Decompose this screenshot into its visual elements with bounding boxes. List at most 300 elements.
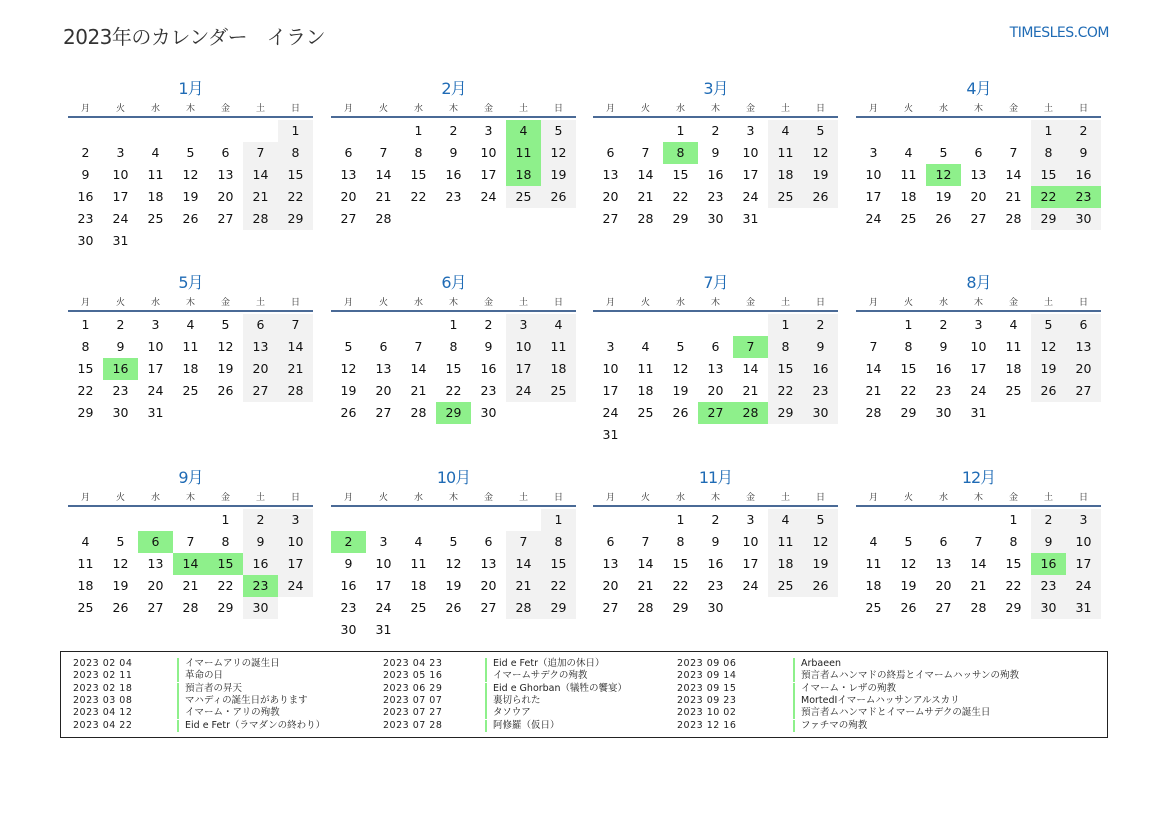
day-cell[interactable]: 19 bbox=[112, 578, 129, 593]
day-cell[interactable]: 3 bbox=[974, 317, 983, 332]
day-cell[interactable]: 25 bbox=[77, 600, 94, 615]
day-cell[interactable]: 5 bbox=[803, 509, 838, 531]
holiday-day-cell[interactable]: 18 bbox=[506, 164, 541, 186]
day-cell[interactable]: 9 bbox=[803, 336, 838, 358]
day-cell[interactable]: 7 bbox=[186, 534, 195, 549]
day-cell[interactable]: 2 bbox=[81, 145, 90, 160]
day-cell[interactable]: 12 bbox=[1031, 336, 1066, 358]
day-cell[interactable]: 20 bbox=[340, 189, 357, 204]
day-cell[interactable]: 10 bbox=[1066, 531, 1101, 553]
day-cell[interactable]: 21 bbox=[375, 189, 392, 204]
day-cell[interactable]: 8 bbox=[414, 145, 423, 160]
day-cell[interactable]: 29 bbox=[1005, 600, 1022, 615]
day-cell[interactable]: 2 bbox=[449, 123, 458, 138]
day-cell[interactable]: 17 bbox=[375, 578, 392, 593]
day-cell[interactable]: 8 bbox=[81, 339, 90, 354]
day-cell[interactable]: 23 bbox=[707, 189, 724, 204]
day-cell[interactable]: 12 bbox=[803, 142, 838, 164]
day-cell[interactable]: 7 bbox=[379, 145, 388, 160]
day-cell[interactable]: 26 bbox=[803, 186, 838, 208]
day-cell[interactable]: 20 bbox=[935, 578, 952, 593]
day-cell[interactable]: 27 bbox=[1066, 380, 1101, 402]
day-cell[interactable]: 23 bbox=[707, 578, 724, 593]
day-cell[interactable]: 8 bbox=[541, 531, 576, 553]
day-cell[interactable]: 17 bbox=[147, 361, 164, 376]
day-cell[interactable]: 8 bbox=[1009, 534, 1018, 549]
day-cell[interactable]: 23 bbox=[340, 600, 357, 615]
day-cell[interactable]: 15 bbox=[672, 556, 689, 571]
day-cell[interactable]: 18 bbox=[768, 164, 803, 186]
day-cell[interactable]: 6 bbox=[379, 339, 388, 354]
day-cell[interactable]: 14 bbox=[410, 361, 427, 376]
day-cell[interactable]: 20 bbox=[602, 578, 619, 593]
day-cell[interactable]: 3 bbox=[869, 145, 878, 160]
day-cell[interactable]: 28 bbox=[410, 405, 427, 420]
day-cell[interactable]: 9 bbox=[1066, 142, 1101, 164]
day-cell[interactable]: 3 bbox=[379, 534, 388, 549]
day-cell[interactable]: 2 bbox=[1031, 509, 1066, 531]
day-cell[interactable]: 15 bbox=[77, 361, 94, 376]
day-cell[interactable]: 5 bbox=[676, 339, 685, 354]
day-cell[interactable]: 9 bbox=[939, 339, 948, 354]
day-cell[interactable]: 21 bbox=[506, 575, 541, 597]
day-cell[interactable]: 26 bbox=[1031, 380, 1066, 402]
day-cell[interactable]: 31 bbox=[147, 405, 164, 420]
day-cell[interactable]: 22 bbox=[217, 578, 234, 593]
day-cell[interactable]: 24 bbox=[112, 211, 129, 226]
day-cell[interactable]: 5 bbox=[116, 534, 125, 549]
day-cell[interactable]: 5 bbox=[344, 339, 353, 354]
day-cell[interactable]: 16 bbox=[445, 167, 462, 182]
day-cell[interactable]: 22 bbox=[77, 383, 94, 398]
day-cell[interactable]: 20 bbox=[217, 189, 234, 204]
day-cell[interactable]: 26 bbox=[445, 600, 462, 615]
day-cell[interactable]: 23 bbox=[112, 383, 129, 398]
holiday-day-cell[interactable]: 29 bbox=[436, 402, 471, 424]
day-cell[interactable]: 25 bbox=[900, 211, 917, 226]
day-cell[interactable]: 18 bbox=[77, 578, 94, 593]
day-cell[interactable]: 7 bbox=[278, 314, 313, 336]
day-cell[interactable]: 29 bbox=[217, 600, 234, 615]
day-cell[interactable]: 4 bbox=[81, 534, 90, 549]
day-cell[interactable]: 11 bbox=[865, 556, 882, 571]
day-cell[interactable]: 3 bbox=[116, 145, 125, 160]
site-name[interactable]: TIMESLES.COM bbox=[1009, 25, 1109, 41]
day-cell[interactable]: 28 bbox=[637, 211, 654, 226]
day-cell[interactable]: 17 bbox=[480, 167, 497, 182]
day-cell[interactable]: 4 bbox=[641, 339, 650, 354]
day-cell[interactable]: 12 bbox=[217, 339, 234, 354]
day-cell[interactable]: 9 bbox=[243, 531, 278, 553]
day-cell[interactable]: 15 bbox=[278, 164, 313, 186]
day-cell[interactable]: 17 bbox=[1066, 553, 1101, 575]
day-cell[interactable]: 9 bbox=[344, 556, 353, 571]
day-cell[interactable]: 11 bbox=[637, 361, 654, 376]
day-cell[interactable]: 21 bbox=[1005, 189, 1022, 204]
day-cell[interactable]: 21 bbox=[278, 358, 313, 380]
day-cell[interactable]: 1 bbox=[414, 123, 423, 138]
day-cell[interactable]: 15 bbox=[445, 361, 462, 376]
day-cell[interactable]: 23 bbox=[77, 211, 94, 226]
day-cell[interactable]: 29 bbox=[77, 405, 94, 420]
day-cell[interactable]: 13 bbox=[970, 167, 987, 182]
day-cell[interactable]: 12 bbox=[340, 361, 357, 376]
day-cell[interactable]: 6 bbox=[243, 314, 278, 336]
day-cell[interactable]: 3 bbox=[606, 339, 615, 354]
day-cell[interactable]: 11 bbox=[768, 142, 803, 164]
day-cell[interactable]: 28 bbox=[278, 380, 313, 402]
holiday-day-cell[interactable]: 16 bbox=[1031, 553, 1066, 575]
day-cell[interactable]: 20 bbox=[480, 578, 497, 593]
day-cell[interactable]: 29 bbox=[768, 402, 803, 424]
day-cell[interactable]: 31 bbox=[375, 622, 392, 637]
day-cell[interactable]: 21 bbox=[742, 383, 759, 398]
day-cell[interactable]: 30 bbox=[707, 600, 724, 615]
day-cell[interactable]: 6 bbox=[344, 145, 353, 160]
day-cell[interactable]: 27 bbox=[970, 211, 987, 226]
day-cell[interactable]: 4 bbox=[541, 314, 576, 336]
day-cell[interactable]: 17 bbox=[278, 553, 313, 575]
day-cell[interactable]: 14 bbox=[1005, 167, 1022, 182]
day-cell[interactable]: 1 bbox=[449, 317, 458, 332]
day-cell[interactable]: 21 bbox=[970, 578, 987, 593]
day-cell[interactable]: 26 bbox=[935, 211, 952, 226]
day-cell[interactable]: 16 bbox=[803, 358, 838, 380]
day-cell[interactable]: 31 bbox=[112, 233, 129, 248]
day-cell[interactable]: 30 bbox=[935, 405, 952, 420]
day-cell[interactable]: 14 bbox=[278, 336, 313, 358]
day-cell[interactable]: 25 bbox=[865, 600, 882, 615]
day-cell[interactable]: 12 bbox=[445, 556, 462, 571]
day-cell[interactable]: 8 bbox=[676, 534, 685, 549]
day-cell[interactable]: 30 bbox=[707, 211, 724, 226]
day-cell[interactable]: 29 bbox=[1031, 208, 1066, 230]
day-cell[interactable]: 24 bbox=[278, 575, 313, 597]
day-cell[interactable]: 25 bbox=[147, 211, 164, 226]
day-cell[interactable]: 13 bbox=[340, 167, 357, 182]
day-cell[interactable]: 27 bbox=[147, 600, 164, 615]
day-cell[interactable]: 1 bbox=[81, 317, 90, 332]
day-cell[interactable]: 21 bbox=[182, 578, 199, 593]
day-cell[interactable]: 5 bbox=[541, 120, 576, 142]
day-cell[interactable]: 18 bbox=[900, 189, 917, 204]
day-cell[interactable]: 31 bbox=[1066, 597, 1101, 619]
day-cell[interactable]: 28 bbox=[243, 208, 278, 230]
day-cell[interactable]: 19 bbox=[182, 189, 199, 204]
day-cell[interactable]: 28 bbox=[182, 600, 199, 615]
day-cell[interactable]: 7 bbox=[506, 531, 541, 553]
day-cell[interactable]: 26 bbox=[672, 405, 689, 420]
day-cell[interactable]: 18 bbox=[541, 358, 576, 380]
day-cell[interactable]: 18 bbox=[768, 553, 803, 575]
day-cell[interactable]: 31 bbox=[742, 211, 759, 226]
day-cell[interactable]: 13 bbox=[480, 556, 497, 571]
day-cell[interactable]: 24 bbox=[602, 405, 619, 420]
day-cell[interactable]: 16 bbox=[707, 556, 724, 571]
day-cell[interactable]: 5 bbox=[449, 534, 458, 549]
day-cell[interactable]: 30 bbox=[1066, 208, 1101, 230]
day-cell[interactable]: 21 bbox=[410, 383, 427, 398]
day-cell[interactable]: 6 bbox=[221, 145, 230, 160]
day-cell[interactable]: 12 bbox=[900, 556, 917, 571]
day-cell[interactable]: 20 bbox=[375, 383, 392, 398]
day-cell[interactable]: 12 bbox=[803, 531, 838, 553]
day-cell[interactable]: 16 bbox=[340, 578, 357, 593]
day-cell[interactable]: 19 bbox=[217, 361, 234, 376]
day-cell[interactable]: 24 bbox=[480, 189, 497, 204]
day-cell[interactable]: 6 bbox=[484, 534, 493, 549]
day-cell[interactable]: 25 bbox=[768, 186, 803, 208]
day-cell[interactable]: 5 bbox=[939, 145, 948, 160]
day-cell[interactable]: 5 bbox=[904, 534, 913, 549]
day-cell[interactable]: 21 bbox=[637, 578, 654, 593]
day-cell[interactable]: 25 bbox=[410, 600, 427, 615]
day-cell[interactable]: 20 bbox=[147, 578, 164, 593]
day-cell[interactable]: 7 bbox=[974, 534, 983, 549]
day-cell[interactable]: 7 bbox=[641, 145, 650, 160]
day-cell[interactable]: 30 bbox=[340, 622, 357, 637]
day-cell[interactable]: 14 bbox=[637, 556, 654, 571]
day-cell[interactable]: 15 bbox=[1031, 164, 1066, 186]
day-cell[interactable]: 30 bbox=[243, 597, 278, 619]
day-cell[interactable]: 24 bbox=[742, 189, 759, 204]
day-cell[interactable]: 29 bbox=[672, 600, 689, 615]
day-cell[interactable]: 12 bbox=[112, 556, 129, 571]
day-cell[interactable]: 8 bbox=[221, 534, 230, 549]
day-cell[interactable]: 16 bbox=[707, 167, 724, 182]
day-cell[interactable]: 4 bbox=[768, 120, 803, 142]
day-cell[interactable]: 30 bbox=[480, 405, 497, 420]
day-cell[interactable]: 13 bbox=[1066, 336, 1101, 358]
holiday-day-cell[interactable]: 22 bbox=[1031, 186, 1066, 208]
day-cell[interactable]: 25 bbox=[768, 575, 803, 597]
day-cell[interactable]: 18 bbox=[865, 578, 882, 593]
holiday-day-cell[interactable]: 16 bbox=[103, 358, 138, 380]
day-cell[interactable]: 2 bbox=[711, 512, 720, 527]
day-cell[interactable]: 6 bbox=[939, 534, 948, 549]
day-cell[interactable]: 20 bbox=[707, 383, 724, 398]
day-cell[interactable]: 19 bbox=[672, 383, 689, 398]
day-cell[interactable]: 1 bbox=[278, 120, 313, 142]
day-cell[interactable]: 25 bbox=[541, 380, 576, 402]
day-cell[interactable]: 20 bbox=[243, 358, 278, 380]
day-cell[interactable]: 8 bbox=[278, 142, 313, 164]
day-cell[interactable]: 17 bbox=[506, 358, 541, 380]
day-cell[interactable]: 21 bbox=[865, 383, 882, 398]
day-cell[interactable]: 16 bbox=[243, 553, 278, 575]
day-cell[interactable]: 24 bbox=[865, 211, 882, 226]
day-cell[interactable]: 8 bbox=[449, 339, 458, 354]
day-cell[interactable]: 11 bbox=[768, 531, 803, 553]
day-cell[interactable]: 28 bbox=[1005, 211, 1022, 226]
day-cell[interactable]: 8 bbox=[904, 339, 913, 354]
day-cell[interactable]: 9 bbox=[711, 145, 720, 160]
holiday-day-cell[interactable]: 6 bbox=[138, 531, 173, 553]
day-cell[interactable]: 6 bbox=[606, 145, 615, 160]
day-cell[interactable]: 24 bbox=[1066, 575, 1101, 597]
day-cell[interactable]: 4 bbox=[869, 534, 878, 549]
day-cell[interactable]: 16 bbox=[77, 189, 94, 204]
day-cell[interactable]: 7 bbox=[641, 534, 650, 549]
day-cell[interactable]: 27 bbox=[480, 600, 497, 615]
day-cell[interactable]: 22 bbox=[672, 189, 689, 204]
day-cell[interactable]: 12 bbox=[541, 142, 576, 164]
day-cell[interactable]: 23 bbox=[803, 380, 838, 402]
day-cell[interactable]: 10 bbox=[278, 531, 313, 553]
day-cell[interactable]: 26 bbox=[541, 186, 576, 208]
day-cell[interactable]: 13 bbox=[217, 167, 234, 182]
day-cell[interactable]: 6 bbox=[606, 534, 615, 549]
day-cell[interactable]: 11 bbox=[900, 167, 917, 182]
day-cell[interactable]: 19 bbox=[1031, 358, 1066, 380]
day-cell[interactable]: 24 bbox=[742, 578, 759, 593]
day-cell[interactable]: 19 bbox=[541, 164, 576, 186]
day-cell[interactable]: 21 bbox=[243, 186, 278, 208]
holiday-day-cell[interactable]: 7 bbox=[733, 336, 768, 358]
day-cell[interactable]: 31 bbox=[602, 427, 619, 442]
day-cell[interactable]: 30 bbox=[112, 405, 129, 420]
day-cell[interactable]: 24 bbox=[970, 383, 987, 398]
day-cell[interactable]: 13 bbox=[375, 361, 392, 376]
day-cell[interactable]: 13 bbox=[147, 556, 164, 571]
day-cell[interactable]: 3 bbox=[278, 509, 313, 531]
day-cell[interactable]: 4 bbox=[414, 534, 423, 549]
day-cell[interactable]: 20 bbox=[1066, 358, 1101, 380]
holiday-day-cell[interactable]: 23 bbox=[1066, 186, 1101, 208]
day-cell[interactable]: 27 bbox=[602, 211, 619, 226]
day-cell[interactable]: 4 bbox=[186, 317, 195, 332]
day-cell[interactable]: 6 bbox=[974, 145, 983, 160]
day-cell[interactable]: 11 bbox=[182, 339, 199, 354]
day-cell[interactable]: 28 bbox=[865, 405, 882, 420]
day-cell[interactable]: 24 bbox=[375, 600, 392, 615]
day-cell[interactable]: 13 bbox=[707, 361, 724, 376]
day-cell[interactable]: 12 bbox=[182, 167, 199, 182]
day-cell[interactable]: 2 bbox=[711, 123, 720, 138]
day-cell[interactable]: 14 bbox=[970, 556, 987, 571]
day-cell[interactable]: 19 bbox=[445, 578, 462, 593]
day-cell[interactable]: 2 bbox=[484, 317, 493, 332]
day-cell[interactable]: 10 bbox=[970, 339, 987, 354]
day-cell[interactable]: 26 bbox=[900, 600, 917, 615]
day-cell[interactable]: 11 bbox=[147, 167, 164, 182]
day-cell[interactable]: 3 bbox=[506, 314, 541, 336]
day-cell[interactable]: 19 bbox=[340, 383, 357, 398]
day-cell[interactable]: 1 bbox=[541, 509, 576, 531]
day-cell[interactable]: 29 bbox=[900, 405, 917, 420]
day-cell[interactable]: 15 bbox=[541, 553, 576, 575]
day-cell[interactable]: 22 bbox=[278, 186, 313, 208]
day-cell[interactable]: 4 bbox=[1009, 317, 1018, 332]
day-cell[interactable]: 16 bbox=[1066, 164, 1101, 186]
day-cell[interactable]: 1 bbox=[221, 512, 230, 527]
day-cell[interactable]: 1 bbox=[1009, 512, 1018, 527]
day-cell[interactable]: 2 bbox=[243, 509, 278, 531]
day-cell[interactable]: 17 bbox=[865, 189, 882, 204]
day-cell[interactable]: 7 bbox=[414, 339, 423, 354]
day-cell[interactable]: 2 bbox=[803, 314, 838, 336]
day-cell[interactable]: 2 bbox=[1066, 120, 1101, 142]
holiday-day-cell[interactable]: 2 bbox=[331, 531, 366, 553]
day-cell[interactable]: 25 bbox=[637, 405, 654, 420]
day-cell[interactable]: 5 bbox=[186, 145, 195, 160]
day-cell[interactable]: 22 bbox=[900, 383, 917, 398]
day-cell[interactable]: 17 bbox=[970, 361, 987, 376]
day-cell[interactable]: 28 bbox=[637, 600, 654, 615]
day-cell[interactable]: 5 bbox=[803, 120, 838, 142]
day-cell[interactable]: 3 bbox=[151, 317, 160, 332]
day-cell[interactable]: 7 bbox=[1009, 145, 1018, 160]
day-cell[interactable]: 13 bbox=[243, 336, 278, 358]
day-cell[interactable]: 27 bbox=[375, 405, 392, 420]
day-cell[interactable]: 14 bbox=[243, 164, 278, 186]
day-cell[interactable]: 10 bbox=[865, 167, 882, 182]
day-cell[interactable]: 22 bbox=[672, 578, 689, 593]
day-cell[interactable]: 10 bbox=[742, 145, 759, 160]
day-cell[interactable]: 10 bbox=[147, 339, 164, 354]
day-cell[interactable]: 30 bbox=[803, 402, 838, 424]
day-cell[interactable]: 18 bbox=[410, 578, 427, 593]
day-cell[interactable]: 1 bbox=[1031, 120, 1066, 142]
day-cell[interactable]: 30 bbox=[77, 233, 94, 248]
day-cell[interactable]: 1 bbox=[768, 314, 803, 336]
day-cell[interactable]: 10 bbox=[506, 336, 541, 358]
day-cell[interactable]: 9 bbox=[484, 339, 493, 354]
holiday-day-cell[interactable]: 12 bbox=[926, 164, 961, 186]
day-cell[interactable]: 27 bbox=[243, 380, 278, 402]
day-cell[interactable]: 10 bbox=[112, 167, 129, 182]
holiday-day-cell[interactable]: 23 bbox=[243, 575, 278, 597]
day-cell[interactable]: 27 bbox=[935, 600, 952, 615]
day-cell[interactable]: 23 bbox=[480, 383, 497, 398]
day-cell[interactable]: 10 bbox=[602, 361, 619, 376]
day-cell[interactable]: 10 bbox=[375, 556, 392, 571]
day-cell[interactable]: 6 bbox=[711, 339, 720, 354]
day-cell[interactable]: 2 bbox=[939, 317, 948, 332]
day-cell[interactable]: 22 bbox=[445, 383, 462, 398]
day-cell[interactable]: 9 bbox=[711, 534, 720, 549]
day-cell[interactable]: 10 bbox=[742, 534, 759, 549]
holiday-day-cell[interactable]: 8 bbox=[663, 142, 698, 164]
day-cell[interactable]: 29 bbox=[672, 211, 689, 226]
day-cell[interactable]: 17 bbox=[602, 383, 619, 398]
day-cell[interactable]: 15 bbox=[1005, 556, 1022, 571]
day-cell[interactable]: 16 bbox=[480, 361, 497, 376]
day-cell[interactable]: 6 bbox=[1066, 314, 1101, 336]
holiday-day-cell[interactable]: 27 bbox=[698, 402, 733, 424]
day-cell[interactable]: 15 bbox=[672, 167, 689, 182]
day-cell[interactable]: 31 bbox=[970, 405, 987, 420]
day-cell[interactable]: 15 bbox=[900, 361, 917, 376]
day-cell[interactable]: 17 bbox=[112, 189, 129, 204]
day-cell[interactable]: 25 bbox=[506, 186, 541, 208]
day-cell[interactable]: 7 bbox=[243, 142, 278, 164]
day-cell[interactable]: 28 bbox=[506, 597, 541, 619]
day-cell[interactable]: 3 bbox=[1066, 509, 1101, 531]
day-cell[interactable]: 13 bbox=[602, 167, 619, 182]
holiday-day-cell[interactable]: 11 bbox=[506, 142, 541, 164]
day-cell[interactable]: 25 bbox=[1005, 383, 1022, 398]
day-cell[interactable]: 29 bbox=[278, 208, 313, 230]
day-cell[interactable]: 4 bbox=[768, 509, 803, 531]
day-cell[interactable]: 28 bbox=[375, 211, 392, 226]
day-cell[interactable]: 27 bbox=[340, 211, 357, 226]
day-cell[interactable]: 15 bbox=[768, 358, 803, 380]
day-cell[interactable]: 9 bbox=[449, 145, 458, 160]
holiday-day-cell[interactable]: 28 bbox=[733, 402, 768, 424]
day-cell[interactable]: 20 bbox=[970, 189, 987, 204]
day-cell[interactable]: 25 bbox=[182, 383, 199, 398]
